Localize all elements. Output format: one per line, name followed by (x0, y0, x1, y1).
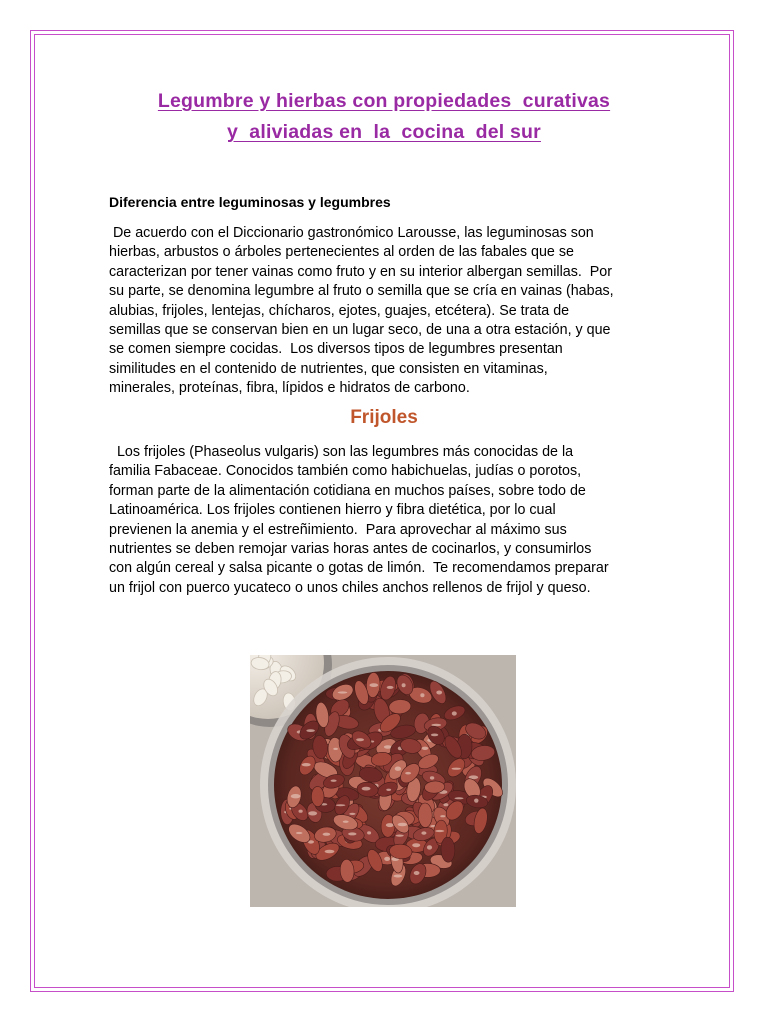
bean-speckle (325, 850, 335, 853)
subheading: Diferencia entre leguminosas y legumbres (109, 194, 391, 210)
bean-speckle (405, 772, 411, 775)
bean-speckle (412, 843, 420, 847)
bean-speckle (348, 832, 356, 835)
bean-speckle (306, 729, 315, 732)
paragraph-leguminosas (109, 224, 669, 399)
bean-speckle (443, 803, 448, 806)
paragraph-line: Los frijoles (Phaseolus vulgaris) son las legumbres más conocidas de la (109, 444, 574, 460)
bean-speckle (356, 738, 364, 741)
section-heading-frijoles: Frijoles (350, 407, 418, 428)
paragraph-line: similitudes en el contenido de nutrientes, que consisten en vitaminas, (109, 360, 548, 377)
bean-speckle (370, 683, 379, 687)
paragraph-line: semillas que se conservan bien en un lugar seco, de una a otra estación, y que (109, 322, 611, 339)
paragraph-line: forman parte de la alimentación cotidiana en muchos países, sobre todo de (109, 482, 586, 499)
bean-speckle (367, 831, 371, 834)
bean-speckle (299, 810, 303, 813)
paragraph-frijoles (109, 443, 669, 598)
bean-speckle (387, 686, 394, 689)
bean-speckle (452, 768, 461, 770)
bean-speckle (343, 821, 349, 823)
paragraph-line: nutrientes se deben remojar varias horas antes de cocinarlos, y consumirlos (109, 541, 592, 558)
paragraph-line: hierbas, arbustos o árboles pertenecientes al orden de las fabales que se (109, 244, 574, 261)
paragraph-line: con algún cereal y salsa picante o gotas de limón. Te recomendamos preparar (109, 560, 609, 577)
bean-speckle (427, 845, 432, 849)
paragraph-line: Latinoamérica. Los frijoles contienen hierro y fibra dietética, por lo cual (109, 502, 556, 519)
bean-speckle (333, 748, 338, 750)
bean-speckle (384, 745, 392, 748)
bean-speckle (386, 789, 391, 791)
document-title-line-2: y aliviadas en la cocina del sur (227, 121, 541, 143)
paragraph-line: previenen la anemia y el estreñimiento. Para aprovechar al máximo sus (109, 521, 567, 538)
bean-speckle (422, 747, 429, 750)
paragraph-line: minerales, proteínas, fibra, lípidos e hidratos de carbono. (109, 380, 470, 397)
paragraph-line: De acuerdo con el Diccionario gastronómico Larousse, las leguminosas son (109, 225, 594, 241)
bean-speckle (302, 763, 311, 766)
bean-speckle (420, 693, 424, 697)
document-title-line-1: Legumbre y hierbas con propiedades curativas (157, 90, 611, 112)
bean-speckle (454, 797, 463, 799)
paragraph-line: se comen siempre cocidas. Los diversos tipos de legumbres presentan (109, 341, 563, 358)
bean-speckle (386, 823, 394, 827)
beans-bowl-illustration (250, 655, 516, 907)
paragraph-line: un frijol con puerco yucateco o unos chiles anchos rellenos de frijol y queso. (109, 579, 591, 596)
bean-speckle (384, 857, 390, 861)
bean-speckle (362, 787, 371, 791)
red-bean (311, 786, 324, 806)
bean-speckle (336, 804, 346, 806)
bean-speckle (323, 833, 331, 836)
bean-speckle (452, 711, 457, 715)
bean-speckle (396, 835, 404, 837)
bean-speckle (430, 776, 434, 779)
bean-speckle (331, 780, 337, 782)
red-bean (418, 803, 432, 828)
beans-bowl-image (250, 655, 516, 907)
bean-speckle (349, 813, 355, 815)
bean-speckle (296, 832, 303, 834)
bean-speckle (435, 830, 444, 832)
bean-speckle (431, 734, 438, 737)
bean-speckle (308, 811, 317, 815)
bean-speckle (436, 691, 442, 695)
bean-speckle (291, 794, 301, 798)
bean-speckle (395, 767, 401, 771)
bean-speckle (414, 871, 420, 875)
paragraph-line: alubias, frijoles, lentejas, chícharos, ejotes, guajes, etcétera). Se trata de (109, 302, 570, 319)
bean-speckle (421, 831, 426, 834)
paragraph-line: familia Fabaceae. Conocidos también como habichuelas, judías o porotos, (109, 463, 582, 480)
bean-speckle (474, 799, 478, 803)
bean-speckle (338, 691, 348, 693)
bean-speckle (402, 683, 406, 687)
bean-speckle (394, 875, 403, 878)
bean-speckle (440, 815, 445, 817)
paragraph-line: caracterizan por tener vainas como fruto y en su interior albergan semillas. Por (109, 263, 613, 280)
paragraph-line: su parte, se denomina legumbre al fruto o semilla que se cría en vainas (habas, (109, 283, 614, 300)
bean-speckle (398, 823, 407, 827)
